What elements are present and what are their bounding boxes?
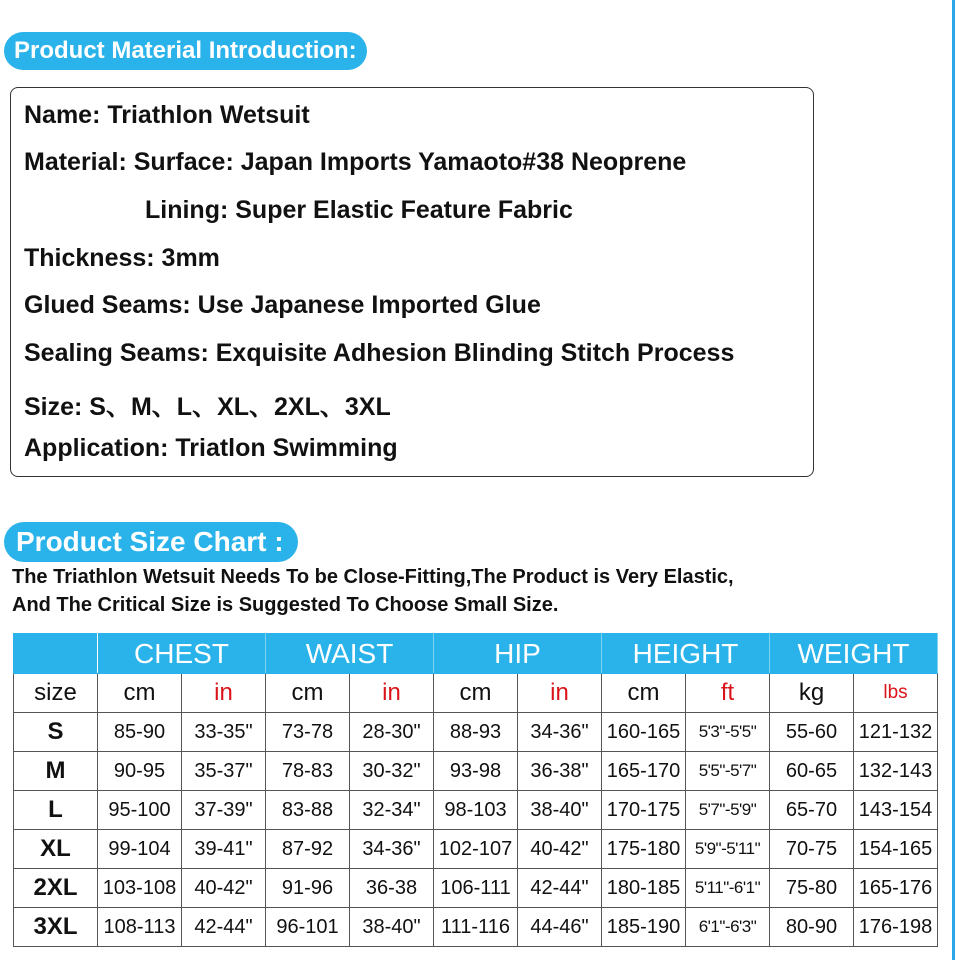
measurement-cell: 90-95 [98,752,182,791]
sealing-seams-line: Sealing Seams: Exquisite Adhesion Blinding Stitch Process [24,339,735,367]
measurement-cell: 111-116 [434,908,518,947]
unit-cell: in [518,674,602,713]
size-cell: M [14,752,98,791]
weight-header: WEIGHT [770,634,938,674]
measurement-cell: 32-34" [350,791,434,830]
measurement-cell: 40-42" [182,869,266,908]
measurement-cell: 180-185 [602,869,686,908]
measurement-cell: 40-42" [518,830,602,869]
unit-cell: cm [602,674,686,713]
measurement-cell: 87-92 [266,830,350,869]
measurement-cell: 85-90 [98,713,182,752]
name-line: Name: Triathlon Wetsuit [24,101,310,129]
measurement-cell: 88-93 [434,713,518,752]
unit-header-row [14,674,938,713]
measurement-cell: 143-154 [854,791,938,830]
size-cell: 2XL [14,869,98,908]
size-cell: 3XL [14,908,98,947]
measurement-cell: 93-98 [434,752,518,791]
size-row [14,791,938,830]
measurement-cell: 96-101 [266,908,350,947]
unit-cell: cm [434,674,518,713]
measurement-cell: 65-70 [770,791,854,830]
size-label: size [14,674,98,713]
measurement-cell: 34-36" [518,713,602,752]
measurement-cell: 78-83 [266,752,350,791]
size-cell: XL [14,830,98,869]
application-line: Application: Triatlon Swimming [24,434,398,462]
header-blank-cell [14,634,98,674]
unit-cell: kg [770,674,854,713]
measurement-cell: 73-78 [266,713,350,752]
measurement-cell: 5'3"-5'5" [686,713,770,752]
measurement-cell: 95-100 [98,791,182,830]
measurement-cell: 42-44" [182,908,266,947]
measurement-cell: 5'5"-5'7" [686,752,770,791]
material-info-box [10,87,814,477]
size-chart-table [13,633,938,947]
measurement-cell: 83-88 [266,791,350,830]
material-line: Material: Surface: Japan Imports Yamaoto#38 Neoprene [24,148,687,176]
measurement-cell: 42-44" [518,869,602,908]
measurement-cell: 37-39" [182,791,266,830]
measurement-cell: 102-107 [434,830,518,869]
measurement-cell: 108-113 [98,908,182,947]
measurement-cell: 34-36" [350,830,434,869]
measurement-cell: 176-198 [854,908,938,947]
measurement-cell: 55-60 [770,713,854,752]
measurement-cell: 38-40" [518,791,602,830]
size-row [14,752,938,791]
measurement-cell: 80-90 [770,908,854,947]
measurement-cell: 121-132 [854,713,938,752]
measurement-cell: 132-143 [854,752,938,791]
size-row [14,869,938,908]
chest-header: CHEST [98,634,266,674]
thickness-line: Thickness: 3mm [24,244,220,272]
measurement-cell: 75-80 [770,869,854,908]
measurement-cell: 35-37" [182,752,266,791]
measurement-cell: 70-75 [770,830,854,869]
measurement-cell: 44-46" [518,908,602,947]
size-cell: L [14,791,98,830]
measurement-cell: 6'1"-6'3" [686,908,770,947]
material-heading: Product Material Introduction: [4,32,367,70]
unit-cell: cm [98,674,182,713]
measurement-cell: 30-32" [350,752,434,791]
measurement-cell: 106-111 [434,869,518,908]
size-rows [14,713,938,947]
measurement-cell: 36-38" [518,752,602,791]
hip-header: HIP [434,634,602,674]
measurement-cell: 170-175 [602,791,686,830]
group-header-row [14,634,938,674]
measurement-cell: 91-96 [266,869,350,908]
measurement-cell: 175-180 [602,830,686,869]
measurement-cell: 36-38 [350,869,434,908]
measurement-cell: 38-40" [350,908,434,947]
size-note-line-1: The Triathlon Wetsuit Needs To be Close-Fitting,The Product is Very Elastic, [12,566,734,588]
size-row [14,713,938,752]
unit-cell: cm [266,674,350,713]
measurement-cell: 99-104 [98,830,182,869]
measurement-cell: 165-176 [854,869,938,908]
unit-cell: in [350,674,434,713]
lining-line: Lining: Super Elastic Feature Fabric [145,196,573,224]
measurement-cell: 160-165 [602,713,686,752]
measurement-cell: 154-165 [854,830,938,869]
unit-cell: lbs [854,674,938,713]
measurement-cell: 103-108 [98,869,182,908]
measurement-cell: 98-103 [434,791,518,830]
unit-cell: in [182,674,266,713]
waist-header: WAIST [266,634,434,674]
measurement-cell: 33-35" [182,713,266,752]
unit-cell: ft [686,674,770,713]
size-row [14,830,938,869]
measurement-cell: 60-65 [770,752,854,791]
size-note-line-2: And The Critical Size is Suggested To Choose Small Size. [12,594,559,616]
size-row [14,908,938,947]
measurement-cell: 5'11"-6'1" [686,869,770,908]
size-cell: S [14,713,98,752]
measurement-cell: 5'7"-5'9" [686,791,770,830]
size-chart-heading: Product Size Chart : [4,522,298,562]
size-line: Size: S、M、L、XL、2XL、3XL [24,393,391,421]
measurement-cell: 28-30" [350,713,434,752]
height-header: HEIGHT [602,634,770,674]
measurement-cell: 185-190 [602,908,686,947]
glued-seams-line: Glued Seams: Use Japanese Imported Glue [24,291,541,319]
measurement-cell: 39-41" [182,830,266,869]
measurement-cell: 165-170 [602,752,686,791]
measurement-cell: 5'9"-5'11" [686,830,770,869]
